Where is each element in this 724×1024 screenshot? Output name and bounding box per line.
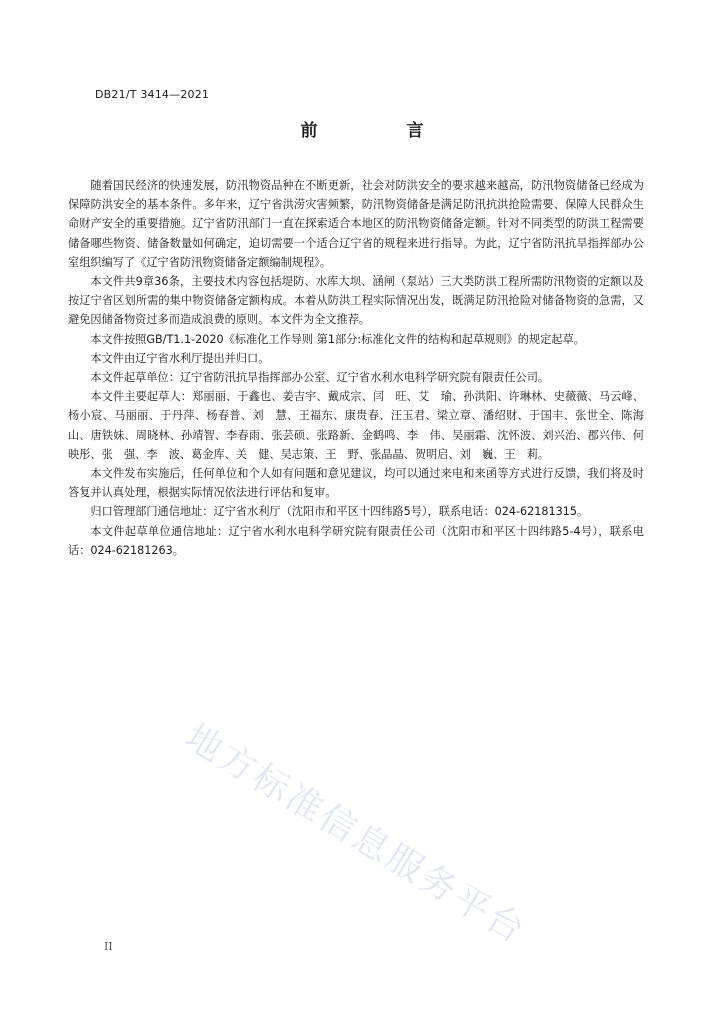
paragraph-content-summary: 本文件共9章36条，主要技术内容包括堤防、水库大坝、涵闸（泵站）三大类防洪工程所需防汛物资的定额以及按辽宁省区划所需的集中物资储备定额构成。本着从防洪工程实际情况出发，既满足防汛抢险对储备物资的急需，又避免因储备物资过多而造成浪费的原则。本文件为全文推荐。 bbox=[68, 275, 644, 327]
section-title: 前 言 bbox=[300, 121, 460, 141]
foreword-body bbox=[68, 176, 644, 560]
document-standard-number: DB21/T 3414—2021 bbox=[95, 88, 210, 101]
paragraph-drafter-address: 本文件起草单位通信地址：辽宁省水利水电科学研究院有限责任公司（沈阳市和平区十四纬路5-4号），联系电话：024-62181263。 bbox=[68, 524, 644, 557]
paragraph-drafting-rules: 本文件按照GB/T1.1-2020《标准化工作导则 第1部分:标准化文件的结构和起草规则》的规定起草。 bbox=[90, 332, 585, 346]
watermark: 地方标准信息服务平台 bbox=[177, 716, 534, 953]
paragraph-proposer: 本文件由辽宁省水利厅提出并归口。 bbox=[90, 351, 270, 365]
page-number: II bbox=[104, 940, 113, 953]
paragraph-drafting-units: 本文件起草单位：辽宁省防汛抗旱指挥部办公室、辽宁省水利水电科学研究院有限责任公司。 bbox=[90, 371, 550, 385]
paragraph-feedback: 本文件发布实施后，任何单位和个人如有问题和意见建议，均可以通过来电和来函等方式进行反馈，我们将及时答复并认真处理，根据实际情况依法进行评估和复审。 bbox=[68, 467, 644, 500]
paragraph-authority-address: 归口管理部门通信地址：辽宁省水利厅（沈阳市和平区十四纬路5号），联系电话：024-62181315。 bbox=[90, 505, 589, 519]
paragraph-background: 随着国民经济的快速发展，防汛物资品种在不断更新，社会对防洪安全的要求越来越高，防汛物资储备已经成为保障防洪安全的基本条件。多年来，辽宁省洪涝灾害频繁，防汛物资储备是满足防汛抗洪抢险需要、保障人民群众生命财产安全的重要措施。辽宁省防汛部门一直在探索适合本地区的防汛物资储备定额。针对不同类型的防洪工程需要储备哪些物资、储备数量如何确定，迫切需要一个适合辽宁省的规程来进行指导。为此，辽宁省防汛抗旱指挥部办公室组织编写了《辽宁省防汛物资储备定额编制规程》。 bbox=[68, 179, 644, 269]
paragraph-drafters: 本文件主要起草人：郑丽丽、于鑫也、姜吉宇、戴成宗、闫 旺、艾 瑜、孙洪阳、许琳林、史薇薇、马云峰、杨小宸、马丽丽、于丹萍、杨春普、刘 慧、王福东、康贵春、汪玉君、梁立章、潘绍财、于国丰、张世全、陈海山、唐铁妹、周晓林、孙靖智、李春雨、张芸硕、张路新、金鹤鸣、李 伟、吴丽霜、沈怀波、刘兴治、郡兴伟、何映彤、张 强、李 波、葛金库、关 健、吴志策、王 野、张晶晶、贺明启、刘 巍、王 莉。 bbox=[68, 390, 644, 461]
